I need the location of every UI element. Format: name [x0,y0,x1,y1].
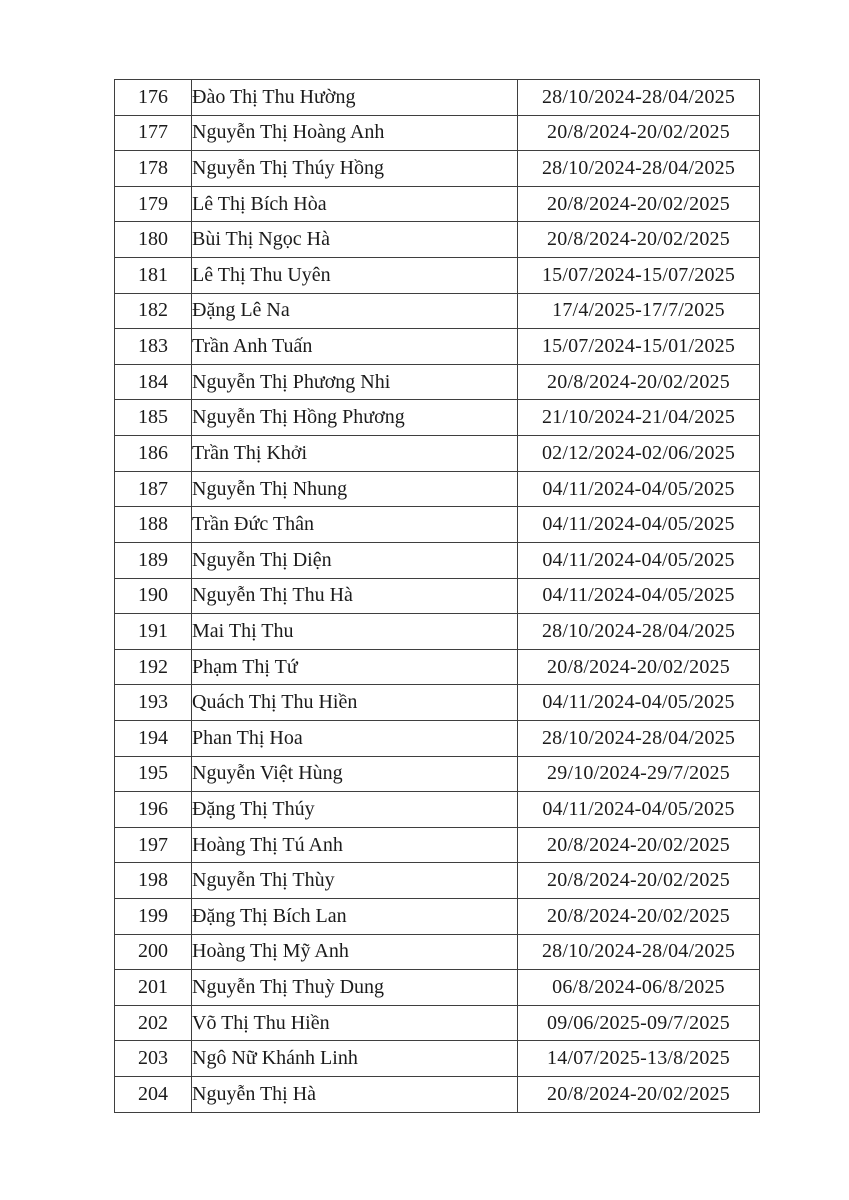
row-number: 199 [115,899,192,935]
person-name: Nguyễn Thị Diện [192,542,518,578]
row-number: 195 [115,756,192,792]
row-number: 196 [115,792,192,828]
row-number: 180 [115,222,192,258]
table-row [115,186,760,222]
row-number: 188 [115,507,192,543]
person-name: Ngô Nữ Khánh Linh [192,1041,518,1077]
validity-period: 14/07/2025-13/8/2025 [518,1041,760,1077]
person-name: Lê Thị Bích Hòa [192,186,518,222]
validity-period: 20/8/2024-20/02/2025 [518,222,760,258]
validity-period: 06/8/2024-06/8/2025 [518,970,760,1006]
person-name: Nguyễn Thị Hồng Phương [192,400,518,436]
table-row [115,115,760,151]
person-name: Nguyễn Thị Thu Hà [192,578,518,614]
table-row [115,863,760,899]
person-name: Mai Thị Thu [192,614,518,650]
row-number: 203 [115,1041,192,1077]
validity-period: 21/10/2024-21/04/2025 [518,400,760,436]
table-row [115,329,760,365]
validity-period: 15/07/2024-15/07/2025 [518,258,760,294]
table-row [115,471,760,507]
person-name: Đặng Thị Thúy [192,792,518,828]
person-name: Nguyễn Thị Nhung [192,471,518,507]
person-name: Nguyễn Thị Phương Nhi [192,364,518,400]
validity-period: 20/8/2024-20/02/2025 [518,899,760,935]
table-row [115,970,760,1006]
validity-period: 28/10/2024-28/04/2025 [518,934,760,970]
table-row [115,685,760,721]
table-row [115,507,760,543]
validity-period: 20/8/2024-20/02/2025 [518,186,760,222]
person-name: Nguyễn Thị Hà [192,1077,518,1113]
row-number: 194 [115,720,192,756]
table-row [115,899,760,935]
row-number: 179 [115,186,192,222]
validity-period: 09/06/2025-09/7/2025 [518,1005,760,1041]
table-row [115,364,760,400]
validity-period: 04/11/2024-04/05/2025 [518,578,760,614]
row-number: 190 [115,578,192,614]
row-number: 200 [115,934,192,970]
roster-table-body [115,80,760,1113]
row-number: 185 [115,400,192,436]
table-row [115,222,760,258]
row-number: 201 [115,970,192,1006]
table-row [115,542,760,578]
table-row [115,258,760,294]
person-name: Lê Thị Thu Uyên [192,258,518,294]
table-row [115,80,760,116]
person-name: Phan Thị Hoa [192,720,518,756]
row-number: 183 [115,329,192,365]
validity-period: 28/10/2024-28/04/2025 [518,614,760,650]
person-name: Trần Anh Tuấn [192,329,518,365]
table-row [115,614,760,650]
validity-period: 28/10/2024-28/04/2025 [518,720,760,756]
person-name: Nguyễn Thị Thúy Hồng [192,151,518,187]
row-number: 178 [115,151,192,187]
table-row [115,720,760,756]
person-name: Hoàng Thị Tú Anh [192,827,518,863]
table-row [115,151,760,187]
validity-period: 04/11/2024-04/05/2025 [518,471,760,507]
row-number: 176 [115,80,192,116]
person-name: Trần Thị Khởi [192,436,518,472]
table-row [115,649,760,685]
row-number: 197 [115,827,192,863]
validity-period: 04/11/2024-04/05/2025 [518,542,760,578]
row-number: 192 [115,649,192,685]
validity-period: 04/11/2024-04/05/2025 [518,685,760,721]
person-name: Phạm Thị Tứ [192,649,518,685]
table-row [115,827,760,863]
row-number: 191 [115,614,192,650]
person-name: Nguyễn Việt Hùng [192,756,518,792]
validity-period: 28/10/2024-28/04/2025 [518,80,760,116]
validity-period: 02/12/2024-02/06/2025 [518,436,760,472]
validity-period: 28/10/2024-28/04/2025 [518,151,760,187]
row-number: 189 [115,542,192,578]
person-name: Nguyễn Thị Thuỳ Dung [192,970,518,1006]
person-name: Đặng Lê Na [192,293,518,329]
row-number: 202 [115,1005,192,1041]
row-number: 193 [115,685,192,721]
person-name: Hoàng Thị Mỹ Anh [192,934,518,970]
validity-period: 17/4/2025-17/7/2025 [518,293,760,329]
row-number: 184 [115,364,192,400]
row-number: 181 [115,258,192,294]
person-name: Nguyễn Thị Thùy [192,863,518,899]
validity-period: 20/8/2024-20/02/2025 [518,115,760,151]
validity-period: 20/8/2024-20/02/2025 [518,863,760,899]
table-row [115,792,760,828]
person-name: Bùi Thị Ngọc Hà [192,222,518,258]
person-name: Trần Đức Thân [192,507,518,543]
table-row [115,1005,760,1041]
validity-period: 20/8/2024-20/02/2025 [518,364,760,400]
roster-table [114,79,760,1113]
table-row [115,1077,760,1113]
table-row [115,578,760,614]
row-number: 204 [115,1077,192,1113]
validity-period: 20/8/2024-20/02/2025 [518,1077,760,1113]
validity-period: 04/11/2024-04/05/2025 [518,792,760,828]
validity-period: 29/10/2024-29/7/2025 [518,756,760,792]
person-name: Đào Thị Thu Hường [192,80,518,116]
validity-period: 20/8/2024-20/02/2025 [518,649,760,685]
row-number: 198 [115,863,192,899]
table-row [115,293,760,329]
person-name: Nguyễn Thị Hoàng Anh [192,115,518,151]
row-number: 177 [115,115,192,151]
table-row [115,400,760,436]
table-row [115,934,760,970]
row-number: 187 [115,471,192,507]
person-name: Đặng Thị Bích Lan [192,899,518,935]
table-row [115,756,760,792]
validity-period: 04/11/2024-04/05/2025 [518,507,760,543]
person-name: Võ Thị Thu Hiền [192,1005,518,1041]
table-row [115,1041,760,1077]
table-row [115,436,760,472]
row-number: 186 [115,436,192,472]
row-number: 182 [115,293,192,329]
validity-period: 15/07/2024-15/01/2025 [518,329,760,365]
person-name: Quách Thị Thu Hiền [192,685,518,721]
validity-period: 20/8/2024-20/02/2025 [518,827,760,863]
